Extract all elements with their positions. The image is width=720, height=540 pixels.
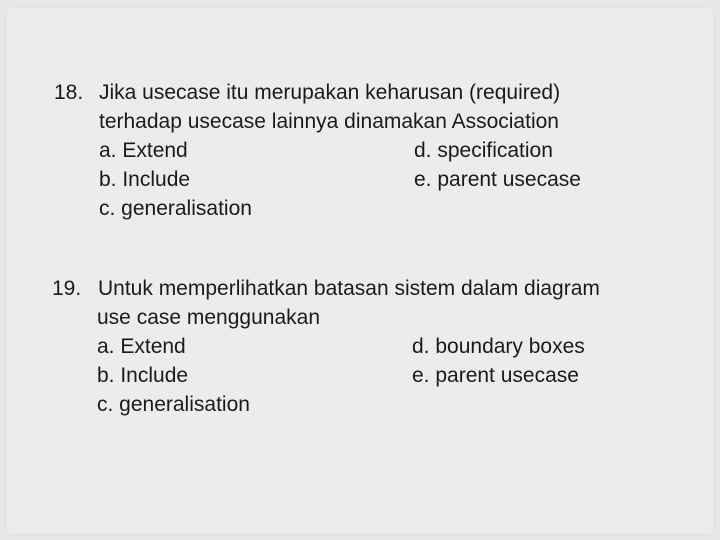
option-b: b. Include [99,168,191,191]
option-d: d. specification [414,139,553,162]
question-stem-line-1: Untuk memperlihatkan batasan sistem dalam diagram [98,277,600,300]
question-stem-line-2: use case menggunakan [97,306,320,329]
option-a: a. Extend [99,139,188,162]
slide-panel [7,8,713,534]
question-stem-line-2: terhadap usecase lainnya dinamakan Association [99,110,559,133]
question-18 [54,78,694,228]
question-number: 19. [52,277,82,300]
option-e: e. parent usecase [412,364,579,387]
question-19 [52,274,692,424]
option-b: b. Include [97,364,189,387]
question-number: 18. [54,81,84,104]
question-stem-line-1: Jika usecase itu merupakan keharusan (required) [99,81,561,104]
option-a: a. Extend [97,335,186,358]
option-c: c. generalisation [97,393,250,416]
option-d: d. boundary boxes [412,335,585,358]
option-e: e. parent usecase [414,168,581,191]
option-c: c. generalisation [99,197,252,220]
